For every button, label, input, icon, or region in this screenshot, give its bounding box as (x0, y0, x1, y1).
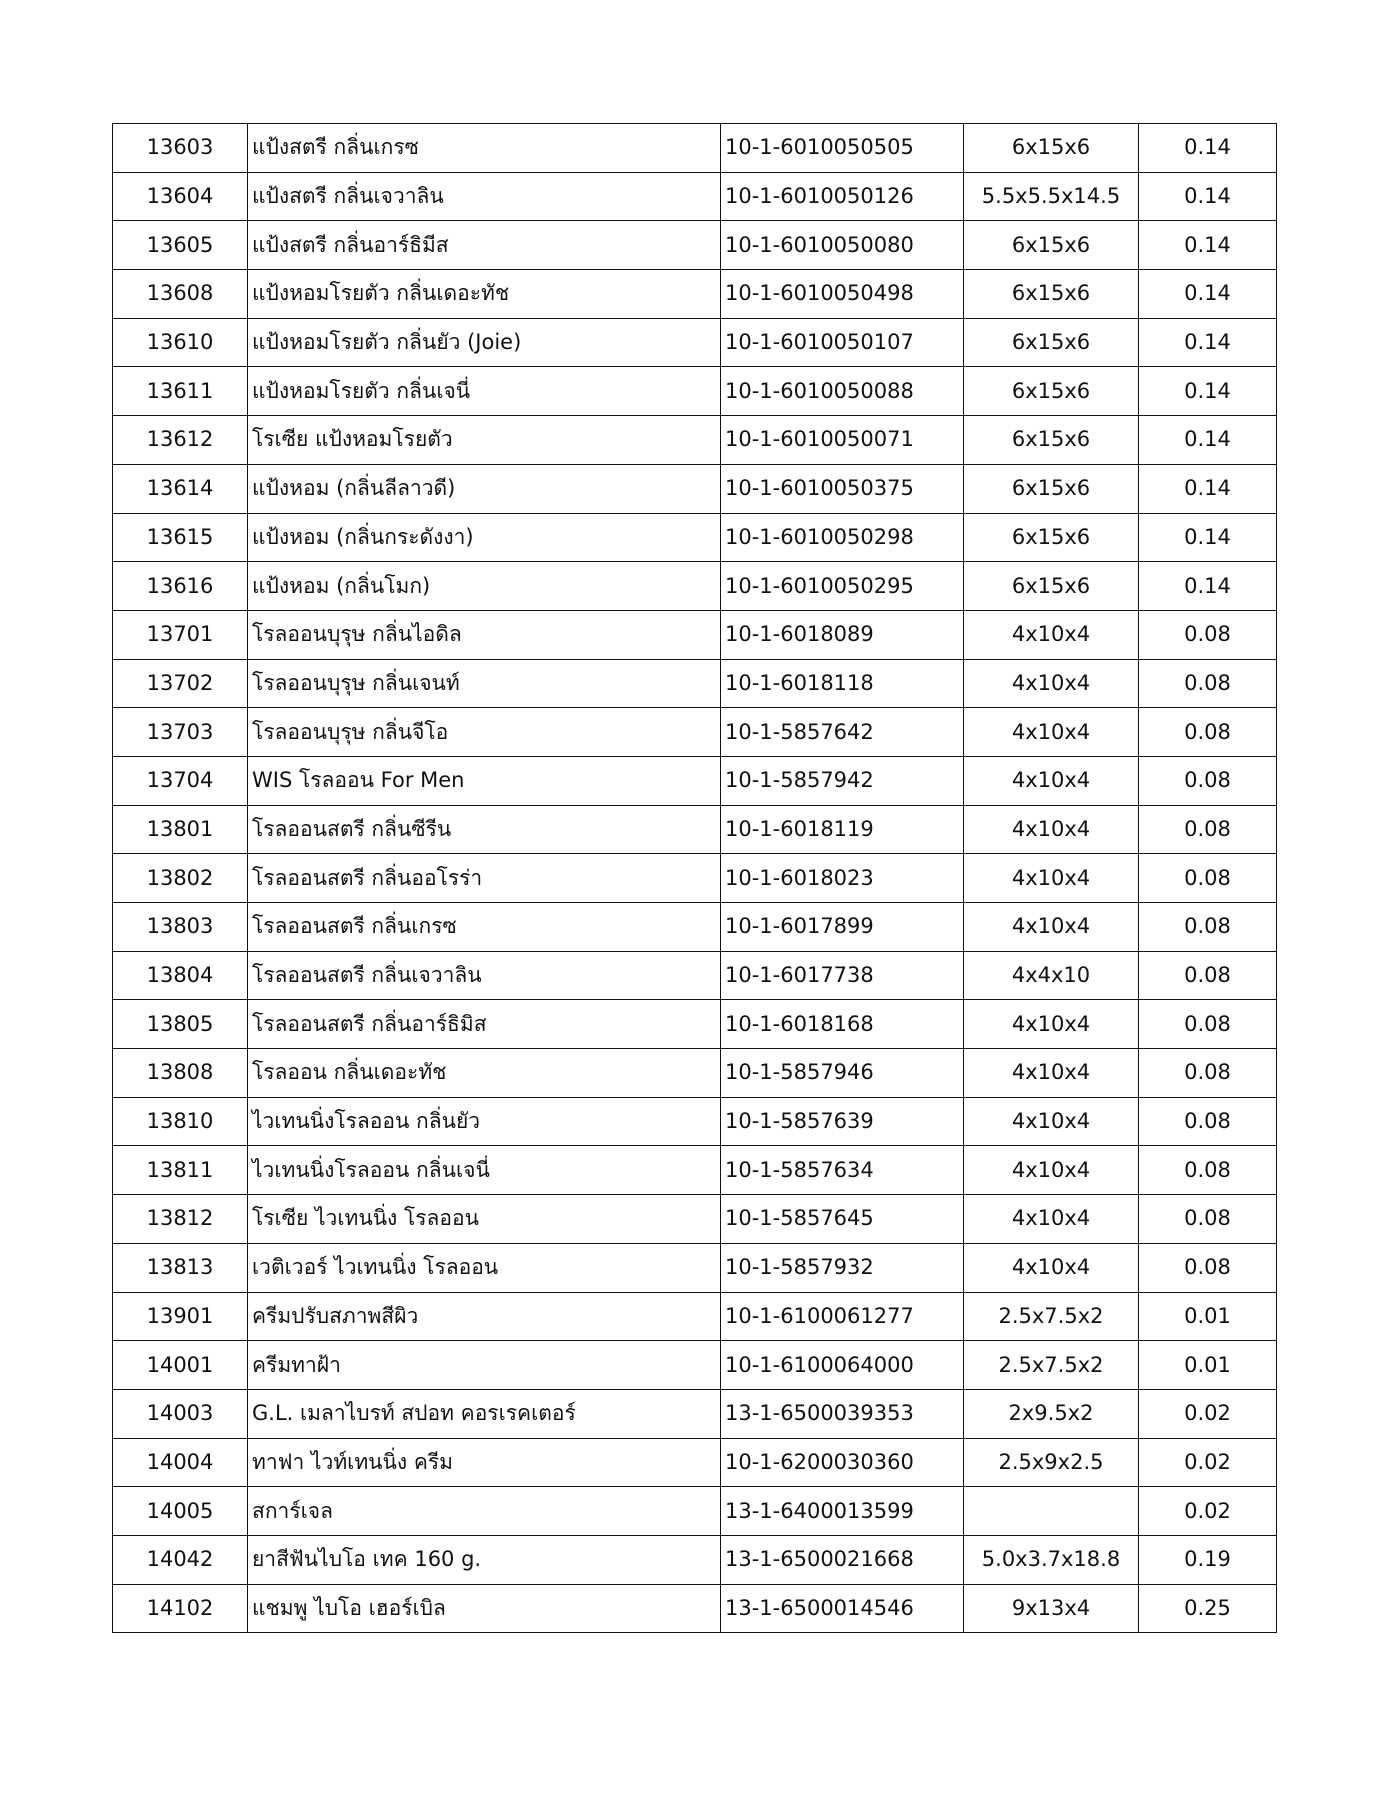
product-name-cell: แป้งหอม (กลิ่นกระดังงา) (248, 513, 721, 562)
table-row (113, 270, 1277, 319)
product-weight-cell: 0.25 (1139, 1584, 1277, 1633)
product-size-cell: 6x15x6 (964, 513, 1139, 562)
product-code-cell: 13610 (113, 318, 248, 367)
product-name-cell: โรลออนสตรี กลิ่นซีรีน (248, 805, 721, 854)
product-barcode-cell: 10-1-5857946 (721, 1049, 964, 1098)
table-row (113, 124, 1277, 173)
product-barcode-cell: 10-1-5857634 (721, 1146, 964, 1195)
product-name-cell: ครีมปรับสภาพสีผิว (248, 1292, 721, 1341)
product-code-cell: 13614 (113, 464, 248, 513)
product-name-cell: G.L. เมลาไบรท์ สปอท คอรเรคเตอร์ (248, 1389, 721, 1438)
product-weight-cell: 0.08 (1139, 1049, 1277, 1098)
product-name-cell: สการ์เจล (248, 1487, 721, 1536)
product-name-cell: ไวเทนนิ่งโรลออน กลิ่นยัว (248, 1097, 721, 1146)
product-barcode-cell: 10-1-6010050505 (721, 124, 964, 173)
product-weight-cell: 0.08 (1139, 708, 1277, 757)
table-row (113, 464, 1277, 513)
product-name-cell: โรลออนสตรี กลิ่นออโรร่า (248, 854, 721, 903)
product-barcode-cell: 13-1-6500039353 (721, 1389, 964, 1438)
product-barcode-cell: 10-1-5857642 (721, 708, 964, 757)
product-weight-cell: 0.14 (1139, 270, 1277, 319)
product-weight-cell: 0.14 (1139, 221, 1277, 270)
product-size-cell: 4x10x4 (964, 1195, 1139, 1244)
product-code-cell: 13810 (113, 1097, 248, 1146)
product-barcode-cell: 10-1-6018119 (721, 805, 964, 854)
table-row (113, 610, 1277, 659)
product-name-cell: ครีมทาฝ้า (248, 1341, 721, 1390)
product-barcode-cell: 10-1-6018118 (721, 659, 964, 708)
product-weight-cell: 0.08 (1139, 951, 1277, 1000)
product-size-cell: 4x10x4 (964, 1146, 1139, 1195)
table-row (113, 513, 1277, 562)
table-body (113, 124, 1277, 1633)
product-size-cell: 6x15x6 (964, 221, 1139, 270)
product-weight-cell: 0.08 (1139, 1000, 1277, 1049)
product-code-cell: 13805 (113, 1000, 248, 1049)
table-row (113, 1292, 1277, 1341)
table-row (113, 659, 1277, 708)
product-name-cell: แป้งสตรี กลิ่นอาร์ธิมีส (248, 221, 721, 270)
product-size-cell: 4x10x4 (964, 1243, 1139, 1292)
product-barcode-cell: 10-1-6100061277 (721, 1292, 964, 1341)
product-table (112, 123, 1277, 1633)
product-weight-cell: 0.14 (1139, 367, 1277, 416)
product-barcode-cell: 10-1-5857942 (721, 756, 964, 805)
product-code-cell: 13813 (113, 1243, 248, 1292)
product-size-cell: 6x15x6 (964, 367, 1139, 416)
table-row (113, 318, 1277, 367)
product-code-cell: 13702 (113, 659, 248, 708)
product-size-cell: 4x10x4 (964, 756, 1139, 805)
product-code-cell: 13812 (113, 1195, 248, 1244)
product-name-cell: แป้งหอม (กลิ่นโมก) (248, 562, 721, 611)
product-code-cell: 13703 (113, 708, 248, 757)
product-name-cell: แป้งหอมโรยตัว กลิ่นยัว (Joie) (248, 318, 721, 367)
product-weight-cell: 0.01 (1139, 1292, 1277, 1341)
product-name-cell: แป้งหอมโรยตัว กลิ่นเจนี่ (248, 367, 721, 416)
product-barcode-cell: 13-1-6500021668 (721, 1535, 964, 1584)
product-weight-cell: 0.08 (1139, 1097, 1277, 1146)
product-name-cell: โรลออนบุรุษ กลิ่นเจนท์ (248, 659, 721, 708)
product-code-cell: 14001 (113, 1341, 248, 1390)
product-name-cell: แป้งสตรี กลิ่นเจวาลิน (248, 172, 721, 221)
product-barcode-cell: 10-1-5857645 (721, 1195, 964, 1244)
product-size-cell: 6x15x6 (964, 124, 1139, 173)
product-size-cell: 9x13x4 (964, 1584, 1139, 1633)
product-size-cell: 6x15x6 (964, 464, 1139, 513)
product-barcode-cell: 10-1-6017899 (721, 903, 964, 952)
product-barcode-cell: 10-1-6010050107 (721, 318, 964, 367)
product-code-cell: 13701 (113, 610, 248, 659)
table-row (113, 1243, 1277, 1292)
product-barcode-cell: 10-1-6010050088 (721, 367, 964, 416)
product-barcode-cell: 10-1-6200030360 (721, 1438, 964, 1487)
product-name-cell: โรลออนสตรี กลิ่นเกรซ (248, 903, 721, 952)
product-weight-cell: 0.01 (1139, 1341, 1277, 1390)
product-barcode-cell: 10-1-6010050295 (721, 562, 964, 611)
product-barcode-cell: 10-1-6018023 (721, 854, 964, 903)
product-code-cell: 13615 (113, 513, 248, 562)
product-barcode-cell: 13-1-6400013599 (721, 1487, 964, 1536)
table-row (113, 221, 1277, 270)
table-row (113, 172, 1277, 221)
product-size-cell: 4x10x4 (964, 610, 1139, 659)
product-weight-cell: 0.08 (1139, 805, 1277, 854)
product-name-cell: ไวเทนนิ่งโรลออน กลิ่นเจนี่ (248, 1146, 721, 1195)
product-size-cell (964, 1487, 1139, 1536)
product-code-cell: 13804 (113, 951, 248, 1000)
product-size-cell: 4x10x4 (964, 659, 1139, 708)
table-row (113, 854, 1277, 903)
product-code-cell: 14042 (113, 1535, 248, 1584)
table-row (113, 1146, 1277, 1195)
product-code-cell: 13811 (113, 1146, 248, 1195)
product-size-cell: 4x10x4 (964, 1000, 1139, 1049)
product-code-cell: 13605 (113, 221, 248, 270)
product-barcode-cell: 10-1-5857639 (721, 1097, 964, 1146)
product-barcode-cell: 10-1-6018168 (721, 1000, 964, 1049)
product-name-cell: โรลออนสตรี กลิ่นเจวาลิน (248, 951, 721, 1000)
table-row (113, 1195, 1277, 1244)
product-code-cell: 14003 (113, 1389, 248, 1438)
product-size-cell: 4x10x4 (964, 1097, 1139, 1146)
product-weight-cell: 0.02 (1139, 1389, 1277, 1438)
table-row (113, 951, 1277, 1000)
product-code-cell: 14004 (113, 1438, 248, 1487)
product-weight-cell: 0.14 (1139, 318, 1277, 367)
product-size-cell: 6x15x6 (964, 562, 1139, 611)
product-name-cell: โรลออน กลิ่นเดอะทัช (248, 1049, 721, 1098)
product-code-cell: 13603 (113, 124, 248, 173)
product-code-cell: 13803 (113, 903, 248, 952)
product-code-cell: 13808 (113, 1049, 248, 1098)
table-row (113, 367, 1277, 416)
table-row (113, 416, 1277, 465)
product-name-cell: โรลออนสตรี กลิ่นอาร์ธิมิส (248, 1000, 721, 1049)
table-row (113, 805, 1277, 854)
product-name-cell: โรเซีย แป้งหอมโรยตัว (248, 416, 721, 465)
product-size-cell: 5.5x5.5x14.5 (964, 172, 1139, 221)
product-code-cell: 13801 (113, 805, 248, 854)
product-name-cell: แป้งหอมโรยตัว กลิ่นเดอะทัช (248, 270, 721, 319)
product-weight-cell: 0.14 (1139, 464, 1277, 513)
product-size-cell: 4x10x4 (964, 708, 1139, 757)
table-row (113, 708, 1277, 757)
product-weight-cell: 0.14 (1139, 124, 1277, 173)
product-size-cell: 4x10x4 (964, 1049, 1139, 1098)
product-barcode-cell: 10-1-6017738 (721, 951, 964, 1000)
product-weight-cell: 0.19 (1139, 1535, 1277, 1584)
product-barcode-cell: 10-1-6010050375 (721, 464, 964, 513)
product-weight-cell: 0.14 (1139, 416, 1277, 465)
product-weight-cell: 0.08 (1139, 1195, 1277, 1244)
product-barcode-cell: 10-1-6010050080 (721, 221, 964, 270)
product-size-cell: 4x10x4 (964, 805, 1139, 854)
product-size-cell: 2.5x9x2.5 (964, 1438, 1139, 1487)
product-barcode-cell: 10-1-6010050126 (721, 172, 964, 221)
product-weight-cell: 0.14 (1139, 172, 1277, 221)
product-size-cell: 6x15x6 (964, 318, 1139, 367)
product-name-cell: แป้งหอม (กลิ่นลีลาวดี) (248, 464, 721, 513)
table-row (113, 1000, 1277, 1049)
product-code-cell: 13802 (113, 854, 248, 903)
product-size-cell: 2.5x7.5x2 (964, 1292, 1139, 1341)
product-code-cell: 14102 (113, 1584, 248, 1633)
table-row (113, 1535, 1277, 1584)
product-weight-cell: 0.08 (1139, 1243, 1277, 1292)
product-size-cell: 4x10x4 (964, 854, 1139, 903)
product-name-cell: เวติเวอร์ ไวเทนนิ่ง โรลออน (248, 1243, 721, 1292)
product-size-cell: 2.5x7.5x2 (964, 1341, 1139, 1390)
product-code-cell: 13901 (113, 1292, 248, 1341)
product-code-cell: 13612 (113, 416, 248, 465)
product-name-cell: ยาสีฟันไบโอ เทค 160 g. (248, 1535, 721, 1584)
product-name-cell: โรลออนบุรุษ กลิ่นจีโอ (248, 708, 721, 757)
table-row (113, 1049, 1277, 1098)
product-barcode-cell: 13-1-6500014546 (721, 1584, 964, 1633)
product-code-cell: 14005 (113, 1487, 248, 1536)
product-name-cell: แชมพู ไบโอ เฮอร์เบิล (248, 1584, 721, 1633)
table-row (113, 562, 1277, 611)
product-name-cell: แป้งสตรี กลิ่นเกรซ (248, 124, 721, 173)
product-weight-cell: 0.08 (1139, 610, 1277, 659)
product-weight-cell: 0.14 (1139, 513, 1277, 562)
product-size-cell: 2x9.5x2 (964, 1389, 1139, 1438)
product-barcode-cell: 10-1-6010050498 (721, 270, 964, 319)
product-weight-cell: 0.02 (1139, 1438, 1277, 1487)
product-code-cell: 13608 (113, 270, 248, 319)
table-row (113, 1438, 1277, 1487)
table-row (113, 1097, 1277, 1146)
product-size-cell: 4x4x10 (964, 951, 1139, 1000)
product-code-cell: 13704 (113, 756, 248, 805)
product-barcode-cell: 10-1-6010050071 (721, 416, 964, 465)
product-size-cell: 4x10x4 (964, 903, 1139, 952)
product-size-cell: 5.0x3.7x18.8 (964, 1535, 1139, 1584)
product-barcode-cell: 10-1-6100064000 (721, 1341, 964, 1390)
product-weight-cell: 0.02 (1139, 1487, 1277, 1536)
table-row (113, 1584, 1277, 1633)
table-row (113, 1389, 1277, 1438)
product-size-cell: 6x15x6 (964, 270, 1139, 319)
table-row (113, 903, 1277, 952)
product-name-cell: โรเซีย ไวเทนนิ่ง โรลออน (248, 1195, 721, 1244)
product-weight-cell: 0.08 (1139, 854, 1277, 903)
product-barcode-cell: 10-1-6010050298 (721, 513, 964, 562)
table-row (113, 1487, 1277, 1536)
product-name-cell: ทาฟา ไวท์เทนนิ่ง ครีม (248, 1438, 721, 1487)
table-row (113, 1341, 1277, 1390)
product-weight-cell: 0.14 (1139, 562, 1277, 611)
product-code-cell: 13604 (113, 172, 248, 221)
product-weight-cell: 0.08 (1139, 1146, 1277, 1195)
product-code-cell: 13616 (113, 562, 248, 611)
product-name-cell: โรลออนบุรุษ กลิ่นไอดิล (248, 610, 721, 659)
product-size-cell: 6x15x6 (964, 416, 1139, 465)
product-name-cell: WIS โรลออน For Men (248, 756, 721, 805)
product-weight-cell: 0.08 (1139, 756, 1277, 805)
product-barcode-cell: 10-1-5857932 (721, 1243, 964, 1292)
product-weight-cell: 0.08 (1139, 659, 1277, 708)
product-code-cell: 13611 (113, 367, 248, 416)
product-weight-cell: 0.08 (1139, 903, 1277, 952)
product-barcode-cell: 10-1-6018089 (721, 610, 964, 659)
table-row (113, 756, 1277, 805)
